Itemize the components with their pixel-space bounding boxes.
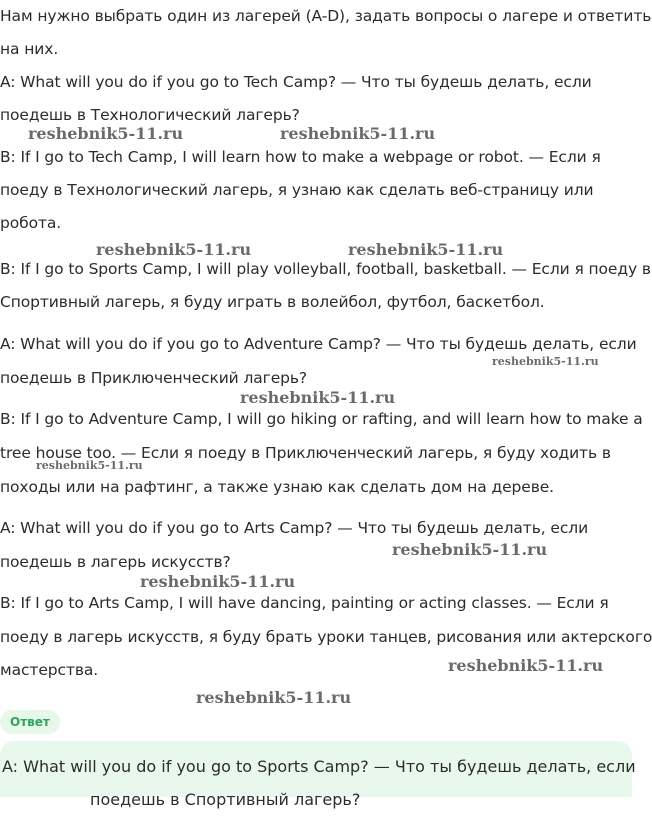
watermark: reshebnik5-11.ru: [28, 124, 184, 143]
text-line: поедешь в Технологический лагерь?: [0, 106, 300, 124]
answer-box: [0, 741, 636, 809]
text-line: A: What will you do if you go to Adventure Camp? — Что ты будешь делать, если: [0, 335, 637, 353]
text-line: A: What will you do if you go to Arts Camp? — Что ты будешь делать, если: [0, 519, 589, 537]
watermark: reshebnik5-11.ru: [280, 124, 436, 143]
text-line: tree house too. — Если я поеду в Приключенческий лагерь, я буду ходить в: [0, 444, 611, 462]
watermark: reshebnik5-11.ru: [348, 240, 504, 259]
text-line: Нам нужно выбрать один из лагерей (A-D), задать вопросы о лагере и ответить: [0, 7, 652, 25]
text-line: поедешь в Приключенческий лагерь?: [0, 369, 308, 387]
text-line: поеду в лагерь искусств, я буду брать уроки танцев, рисования или актерского: [0, 628, 652, 646]
text-line: робота.: [0, 214, 62, 232]
watermark: reshebnik5-11.ru: [492, 355, 599, 368]
text-line: походы или на рафтинг, а также узнаю как сделать дом на дереве.: [0, 478, 555, 496]
answer-text-line-cut: поедешь в Спортивный лагерь?: [90, 790, 361, 809]
text-line: B: If I go to Tech Camp, I will learn how to make a webpage or robot. — Если я: [0, 148, 601, 166]
text-line: B: If I go to Adventure Camp, I will go hiking or rafting, and will learn how to make a: [0, 410, 643, 428]
watermark: reshebnik5-11.ru: [240, 388, 396, 407]
text-line: поеду в Технологический лагерь, я узнаю как сделать веб-страницу или: [0, 181, 594, 199]
text-line: Спортивный лагерь, я буду играть в волейбол, футбол, баскетбол.: [0, 293, 545, 311]
text-line: B: If I go to Arts Camp, I will have dancing, painting or acting classes. — Если я: [0, 594, 609, 612]
watermark: reshebnik5-11.ru: [392, 540, 548, 559]
watermark: reshebnik5-11.ru: [36, 459, 143, 472]
watermark: reshebnik5-11.ru: [448, 656, 604, 675]
watermark: reshebnik5-11.ru: [96, 240, 252, 259]
text-line: B: If I go to Sports Camp, I will play volleyball, football, basketball. — Если я поеду в: [0, 260, 651, 278]
answer-text-line: A: What will you do if you go to Sports Camp? — Что ты будешь делать, если: [2, 757, 636, 776]
text-line: на них.: [0, 40, 59, 58]
text-line: поедешь в лагерь искусств?: [0, 553, 231, 571]
answer-badge[interactable]: Ответ: [0, 710, 60, 734]
watermark: reshebnik5-11.ru: [196, 688, 352, 707]
watermark: reshebnik5-11.ru: [140, 572, 296, 591]
text-line: мастерства.: [0, 661, 99, 679]
text-line: A: What will you do if you go to Tech Camp? — Что ты будешь делать, если: [0, 73, 592, 91]
